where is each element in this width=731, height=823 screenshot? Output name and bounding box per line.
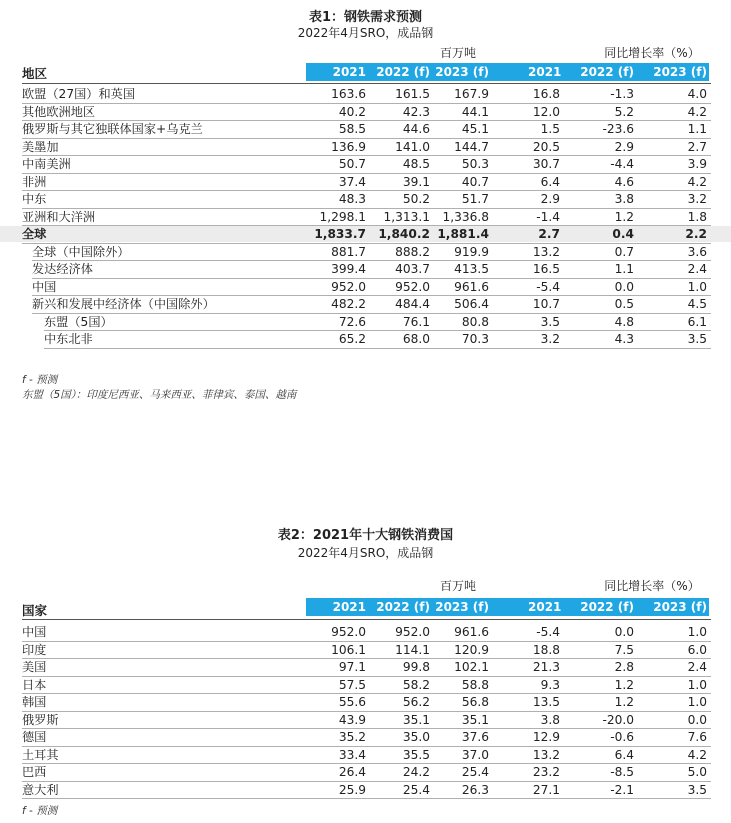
table-row: [0, 191, 731, 207]
table-cell: 1.5: [540, 122, 560, 136]
table-cell: 3.5: [687, 332, 707, 346]
table-cell: 20.5: [532, 139, 560, 154]
table-cell: 4.3: [614, 332, 634, 346]
row-label: 东盟（5国）: [44, 314, 113, 329]
row-label: 全球（中国除外）: [32, 244, 130, 259]
row-label: 非洲: [22, 174, 47, 189]
table-cell: 3.6: [687, 244, 707, 259]
table-cell: 39.1: [402, 174, 430, 189]
row-label: 中南美洲: [22, 157, 71, 171]
table-cell: 6.4: [540, 174, 560, 189]
table-cell: 2.7: [538, 227, 560, 241]
table-cell: 136.9: [331, 139, 366, 154]
table-cell: 0.0: [687, 712, 707, 727]
row-label: 发达经济体: [32, 262, 93, 276]
row-label: 土耳其: [22, 747, 59, 762]
table-row: [0, 747, 731, 763]
table-cell: 40.7: [461, 174, 489, 189]
table2-col-2022f: 2022 (f): [376, 600, 430, 614]
table-cell: 0.0: [614, 279, 634, 294]
table-cell: 44.6: [402, 122, 430, 136]
table-row: [0, 86, 731, 102]
row-label: 日本: [22, 677, 47, 692]
table-cell: 7.5: [614, 642, 634, 657]
table-cell: 1.0: [687, 279, 707, 294]
row-label: 美墨加: [22, 139, 59, 154]
table1-col-2023f: 2023 (f): [435, 65, 489, 79]
table-row: [0, 712, 731, 728]
table-cell: 18.8: [532, 642, 560, 657]
table-cell: 0.0: [614, 625, 634, 639]
table-cell: 1.2: [614, 695, 634, 709]
table-cell: 3.2: [687, 192, 707, 206]
row-label: 全球: [22, 227, 47, 241]
table-cell: 25.9: [338, 782, 366, 797]
table-cell: 0.4: [612, 227, 634, 241]
table-cell: 25.4: [402, 782, 430, 797]
table-cell: 141.0: [395, 139, 430, 154]
table-cell: -5.4: [536, 625, 560, 639]
table-row: [0, 659, 731, 675]
table2-unit-left: 百万吨: [439, 579, 476, 593]
table-cell: 7.6: [687, 730, 707, 744]
table-cell: 35.1: [461, 712, 489, 727]
table-row: [0, 121, 731, 137]
table-row: [0, 694, 731, 710]
table-cell: 58.2: [402, 677, 430, 692]
row-label: 其他欧洲地区: [22, 104, 96, 119]
table-cell: 33.4: [338, 747, 366, 762]
table-cell: -2.1: [610, 782, 634, 797]
table-row: [0, 279, 731, 295]
table-cell: 65.2: [338, 332, 366, 346]
table-cell: 16.5: [532, 262, 560, 276]
table2-col-growth-2021: 2021: [528, 600, 562, 614]
table-cell: 1,833.7: [314, 227, 366, 241]
table-row: [0, 729, 731, 745]
table-cell: 27.1: [532, 782, 560, 797]
table-row: [0, 331, 731, 347]
table-cell: 12.0: [532, 104, 560, 119]
table-cell: 37.6: [461, 730, 489, 744]
row-label: 美国: [22, 660, 47, 674]
table-cell: 114.1: [395, 642, 430, 657]
table-cell: 1.2: [614, 209, 634, 224]
table1-unit-left: 百万吨: [439, 46, 476, 60]
table-cell: 2.8: [614, 660, 634, 674]
table-cell: 24.2: [402, 765, 430, 779]
table-row: [0, 174, 731, 190]
table-row: [0, 209, 731, 225]
table-row: [0, 261, 731, 277]
table-cell: 72.6: [338, 314, 366, 329]
table2-col-growth-2022f: 2022 (f): [580, 600, 634, 614]
table1-col-2022f: 2022 (f): [376, 65, 430, 79]
table-row: [0, 624, 731, 640]
table-cell: 482.2: [331, 297, 366, 311]
table-cell: 4.5: [687, 297, 707, 311]
table-cell: 4.6: [614, 174, 634, 189]
table2-header-rule: [22, 619, 711, 620]
table-row: [0, 244, 731, 260]
table-cell: 58.5: [338, 122, 366, 136]
table-cell: 26.4: [338, 765, 366, 779]
table-cell: 37.4: [338, 174, 366, 189]
table-cell: 881.7: [331, 244, 366, 259]
table2-note-forecast: f - 预测: [22, 805, 58, 817]
table-cell: 35.1: [402, 712, 430, 727]
table2-subtitle: 2022年4月SRO，成品钢: [297, 546, 434, 560]
table1-column-header: [306, 63, 709, 81]
table-cell: 50.3: [461, 157, 489, 171]
table-cell: 161.5: [395, 87, 430, 101]
table1-col-growth-2021: 2021: [528, 65, 562, 79]
table-row: [0, 226, 731, 242]
table2-unit-right: 同比增长率（%）: [604, 579, 700, 593]
table-cell: 1.1: [687, 122, 707, 136]
table-cell: 10.7: [532, 297, 560, 311]
table-cell: -1.3: [610, 87, 634, 101]
table-cell: 68.0: [402, 332, 430, 346]
table-cell: 1.2: [614, 677, 634, 692]
table1-header-rule: [22, 83, 711, 84]
table-row: [0, 156, 731, 172]
table-cell: 1,336.8: [442, 209, 489, 224]
table-cell: 3.5: [687, 782, 707, 797]
table-row: [0, 104, 731, 120]
table-cell: 35.2: [338, 730, 366, 744]
row-label: 中国: [32, 279, 57, 294]
table-cell: 6.1: [687, 314, 707, 329]
table-cell: 70.3: [461, 332, 489, 346]
table-cell: -5.4: [536, 279, 560, 294]
table-row: [0, 677, 731, 693]
table-cell: 76.1: [402, 314, 430, 329]
table-row: [0, 314, 731, 330]
table2-col-2021: 2021: [332, 600, 366, 614]
table-cell: 12.9: [532, 730, 560, 744]
row-label: 意大利: [22, 782, 59, 797]
table-cell: 2.4: [687, 262, 707, 276]
table-cell: 56.2: [402, 695, 430, 709]
table-cell: 4.2: [687, 174, 707, 189]
row-label: 欧盟（27国）和英国: [22, 87, 136, 101]
table-cell: 2.9: [540, 192, 560, 206]
table1-row-header: 地区: [22, 66, 48, 81]
table-cell: 4.2: [687, 104, 707, 119]
table-cell: 3.8: [540, 712, 560, 727]
table-cell: -0.6: [610, 730, 634, 744]
row-label: 德国: [22, 730, 47, 744]
table-cell: 80.8: [461, 314, 489, 329]
table-cell: 58.8: [461, 677, 489, 692]
table-cell: 144.7: [454, 139, 489, 154]
table-cell: 13.5: [532, 695, 560, 709]
table-cell: 952.0: [395, 279, 430, 294]
table2-column-header: [306, 598, 709, 616]
table-cell: 6.0: [687, 642, 707, 657]
table-cell: 45.1: [461, 122, 489, 136]
table-cell: 167.9: [454, 87, 489, 101]
table2-col-2023f: 2023 (f): [435, 600, 489, 614]
table-cell: 30.7: [532, 157, 560, 171]
table-cell: 50.7: [338, 157, 366, 171]
table1-unit-right: 同比增长率（%）: [604, 46, 700, 60]
table-cell: -4.4: [610, 157, 634, 171]
row-label: 新兴和发展中经济体（中国除外）: [32, 297, 215, 311]
table-cell: 1.8: [687, 209, 707, 224]
row-label: 韩国: [22, 695, 47, 709]
table-cell: 2.2: [685, 227, 707, 241]
table-cell: -8.5: [610, 765, 634, 779]
table-cell: 399.4: [331, 262, 366, 276]
table-row: [0, 642, 731, 658]
table-cell: 6.4: [614, 747, 634, 762]
table-cell: 952.0: [331, 625, 366, 639]
table-cell: 1.0: [687, 677, 707, 692]
table2-row-header: 国家: [22, 603, 48, 618]
table-cell: 0.7: [614, 244, 634, 259]
table-row: [0, 764, 731, 780]
table-cell: 5.0: [687, 765, 707, 779]
table-cell: 57.5: [338, 677, 366, 692]
table-cell: 37.0: [461, 747, 489, 762]
table-cell: -23.6: [602, 122, 634, 136]
row-label: 俄罗斯与其它独联体国家+乌克兰: [22, 122, 203, 136]
table-cell: 42.3: [402, 104, 430, 119]
row-label: 俄罗斯: [22, 712, 59, 727]
table-cell: 48.3: [338, 192, 366, 206]
row-divider: [22, 798, 711, 799]
table-cell: 961.6: [454, 625, 489, 639]
table-row: [0, 296, 731, 312]
table-cell: 2.9: [614, 139, 634, 154]
table1-note-asean: 东盟（5国）：印度尼西亚、马来西亚、菲律宾、泰国、越南: [22, 389, 297, 401]
table-cell: 2.4: [687, 660, 707, 674]
table-cell: 952.0: [395, 625, 430, 639]
table2-title: 表2：2021年十大钢铁消费国: [277, 528, 454, 543]
table-cell: 35.5: [402, 747, 430, 762]
table-cell: 16.8: [532, 87, 560, 101]
table-cell: 51.7: [461, 192, 489, 206]
table-cell: -1.4: [536, 209, 560, 224]
table-cell: 961.6: [454, 279, 489, 294]
table1-title: 表1：钢铁需求预测: [308, 10, 423, 25]
row-label: 亚洲和大洋洲: [22, 209, 96, 224]
table-cell: 21.3: [532, 660, 560, 674]
table1-col-2021: 2021: [332, 65, 366, 79]
table-cell: 9.3: [540, 677, 560, 692]
table-cell: 99.8: [402, 660, 430, 674]
table-cell: 106.1: [331, 642, 366, 657]
table-row: [0, 782, 731, 798]
table-cell: 1,313.1: [383, 209, 430, 224]
table1-col-growth-2022f: 2022 (f): [580, 65, 634, 79]
table-cell: 3.9: [687, 157, 707, 171]
table-cell: 888.2: [395, 244, 430, 259]
table-cell: 43.9: [338, 712, 366, 727]
row-label: 印度: [22, 642, 47, 657]
table-cell: 3.2: [540, 332, 560, 346]
table-cell: 26.3: [461, 782, 489, 797]
table-cell: 1.0: [687, 625, 707, 639]
row-label: 中东: [22, 192, 47, 206]
row-label: 中国: [22, 625, 47, 639]
row-label: 巴西: [22, 765, 47, 779]
table-cell: 44.1: [461, 104, 489, 119]
table2-col-growth-2023f: 2023 (f): [653, 600, 707, 614]
table-cell: 4.0: [687, 87, 707, 101]
table1-col-growth-2023f: 2023 (f): [653, 65, 707, 79]
table-cell: 97.1: [338, 660, 366, 674]
table-cell: 1.1: [614, 262, 634, 276]
table-cell: 3.5: [540, 314, 560, 329]
table-cell: 4.8: [614, 314, 634, 329]
table-cell: 48.5: [402, 157, 430, 171]
row-divider: [44, 348, 711, 349]
table-cell: 3.8: [614, 192, 634, 206]
table-cell: 5.2: [614, 104, 634, 119]
table-cell: 50.2: [402, 192, 430, 206]
table-cell: 56.8: [461, 695, 489, 709]
table-cell: 55.6: [338, 695, 366, 709]
table-cell: 403.7: [395, 262, 430, 276]
table1-note-forecast: f - 预测: [22, 374, 58, 386]
table-cell: 163.6: [331, 87, 366, 101]
table-cell: 1,840.2: [378, 227, 430, 241]
table-cell: 120.9: [454, 642, 489, 657]
table-cell: 506.4: [454, 297, 489, 311]
table-cell: 0.5: [614, 297, 634, 311]
table-cell: 484.4: [395, 297, 430, 311]
table-cell: -20.0: [602, 712, 634, 727]
table-cell: 35.0: [402, 730, 430, 744]
table1-subtitle: 2022年4月SRO，成品钢: [297, 26, 434, 40]
table-cell: 4.2: [687, 747, 707, 762]
table-cell: 13.2: [532, 244, 560, 259]
row-label: 中东北非: [44, 332, 93, 346]
table-cell: 25.4: [461, 765, 489, 779]
table-cell: 1,881.4: [437, 227, 489, 241]
table-cell: 13.2: [532, 747, 560, 762]
table-cell: 2.7: [687, 139, 707, 154]
table-cell: 40.2: [338, 104, 366, 119]
table-cell: 952.0: [331, 279, 366, 294]
table-cell: 102.1: [454, 660, 489, 674]
table-cell: 1.0: [687, 695, 707, 709]
table-cell: 413.5: [454, 262, 489, 276]
table-cell: 23.2: [532, 765, 560, 779]
table-cell: 1,298.1: [319, 209, 366, 224]
table-row: [0, 139, 731, 155]
table-cell: 919.9: [454, 244, 489, 259]
